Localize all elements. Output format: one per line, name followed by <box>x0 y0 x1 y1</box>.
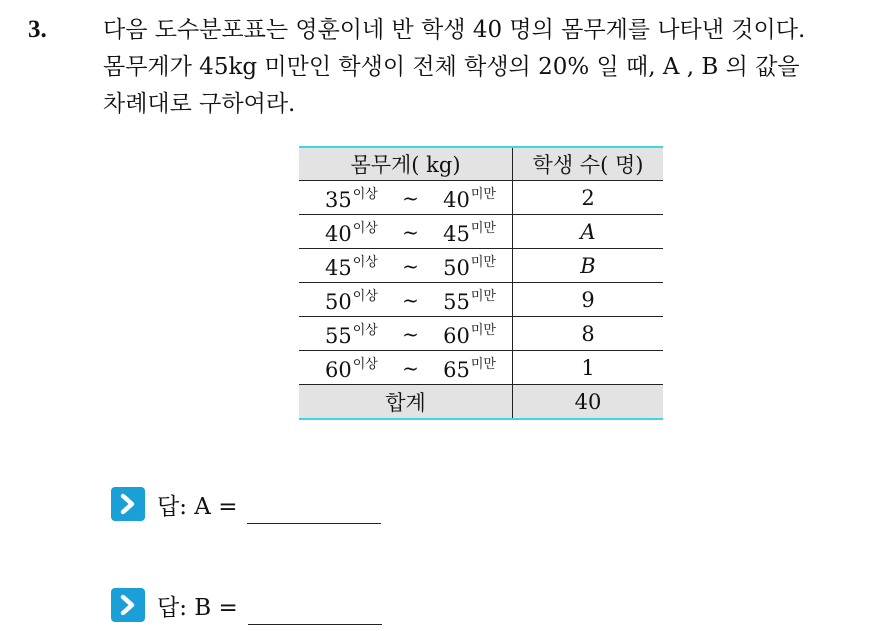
range-tilde: ~ <box>402 287 419 312</box>
range-tilde: ~ <box>402 185 419 210</box>
total-label: 합계 <box>299 385 513 420</box>
student-count: 1 <box>513 351 664 385</box>
range-from: $55^{이상}$ <box>325 323 378 348</box>
table-row <box>299 351 663 385</box>
frequency-table <box>299 146 663 420</box>
table-row <box>299 215 663 249</box>
range-to: $40^{미만}$ <box>443 187 496 212</box>
table-row <box>299 317 663 351</box>
range-tilde: ~ <box>402 355 419 380</box>
total-value: 40 <box>513 385 664 420</box>
weight-range <box>299 283 513 317</box>
range-tilde: ~ <box>402 219 419 244</box>
weight-range <box>299 317 513 351</box>
range-tilde: ~ <box>402 321 419 346</box>
student-count: 9 <box>513 283 664 317</box>
question-line: 몸무게가 45kg 미만인 학생이 전체 학생의 20% 일 때, A , B 의 값을 <box>103 54 800 80</box>
range-tilde: ~ <box>402 253 419 278</box>
range-to: $60^{미만}$ <box>443 323 496 348</box>
table-total-row <box>299 385 663 420</box>
range-to: $55^{미만}$ <box>443 289 496 314</box>
weight-range <box>299 215 513 249</box>
table-row <box>299 181 663 215</box>
range-from: $50^{이상}$ <box>325 289 378 314</box>
student-count: B <box>513 249 664 283</box>
header-count: 학생 수( 명) <box>513 147 664 181</box>
weight-range <box>299 351 513 385</box>
range-to: $65^{미만}$ <box>443 357 496 382</box>
answer-b-label: 답: B = <box>157 594 238 621</box>
question-line: 다음 도수분포표는 영훈이네 반 학생 40 명의 몸무게를 나타낸 것이다. <box>103 17 806 43</box>
table-row <box>299 249 663 283</box>
header-weight: 몸무게( kg) <box>299 147 513 181</box>
answer-a-blank[interactable] <box>247 497 381 524</box>
student-count: A <box>513 215 664 249</box>
question-number: 3. <box>28 16 47 43</box>
range-to: $50^{미만}$ <box>443 255 496 280</box>
weight-range <box>299 249 513 283</box>
question-line: 차례대로 구하여라. <box>103 91 296 117</box>
question-text <box>103 12 873 123</box>
range-from: $40^{이상}$ <box>325 221 378 246</box>
range-from: $45^{이상}$ <box>325 255 378 280</box>
student-count: 8 <box>513 317 664 351</box>
range-to: $45^{미만}$ <box>443 221 496 246</box>
student-count: 2 <box>513 181 664 215</box>
answer-b-blank[interactable] <box>248 598 382 625</box>
table-row <box>299 283 663 317</box>
answer-b <box>111 588 382 622</box>
table-header-row <box>299 147 663 181</box>
weight-range <box>299 181 513 215</box>
chevron-right-icon <box>111 487 145 521</box>
chevron-right-icon <box>111 588 145 622</box>
range-from: $35^{이상}$ <box>325 187 378 212</box>
answer-a-label: 답: A = <box>157 493 238 520</box>
answer-a <box>111 487 381 521</box>
range-from: $60^{이상}$ <box>325 357 378 382</box>
